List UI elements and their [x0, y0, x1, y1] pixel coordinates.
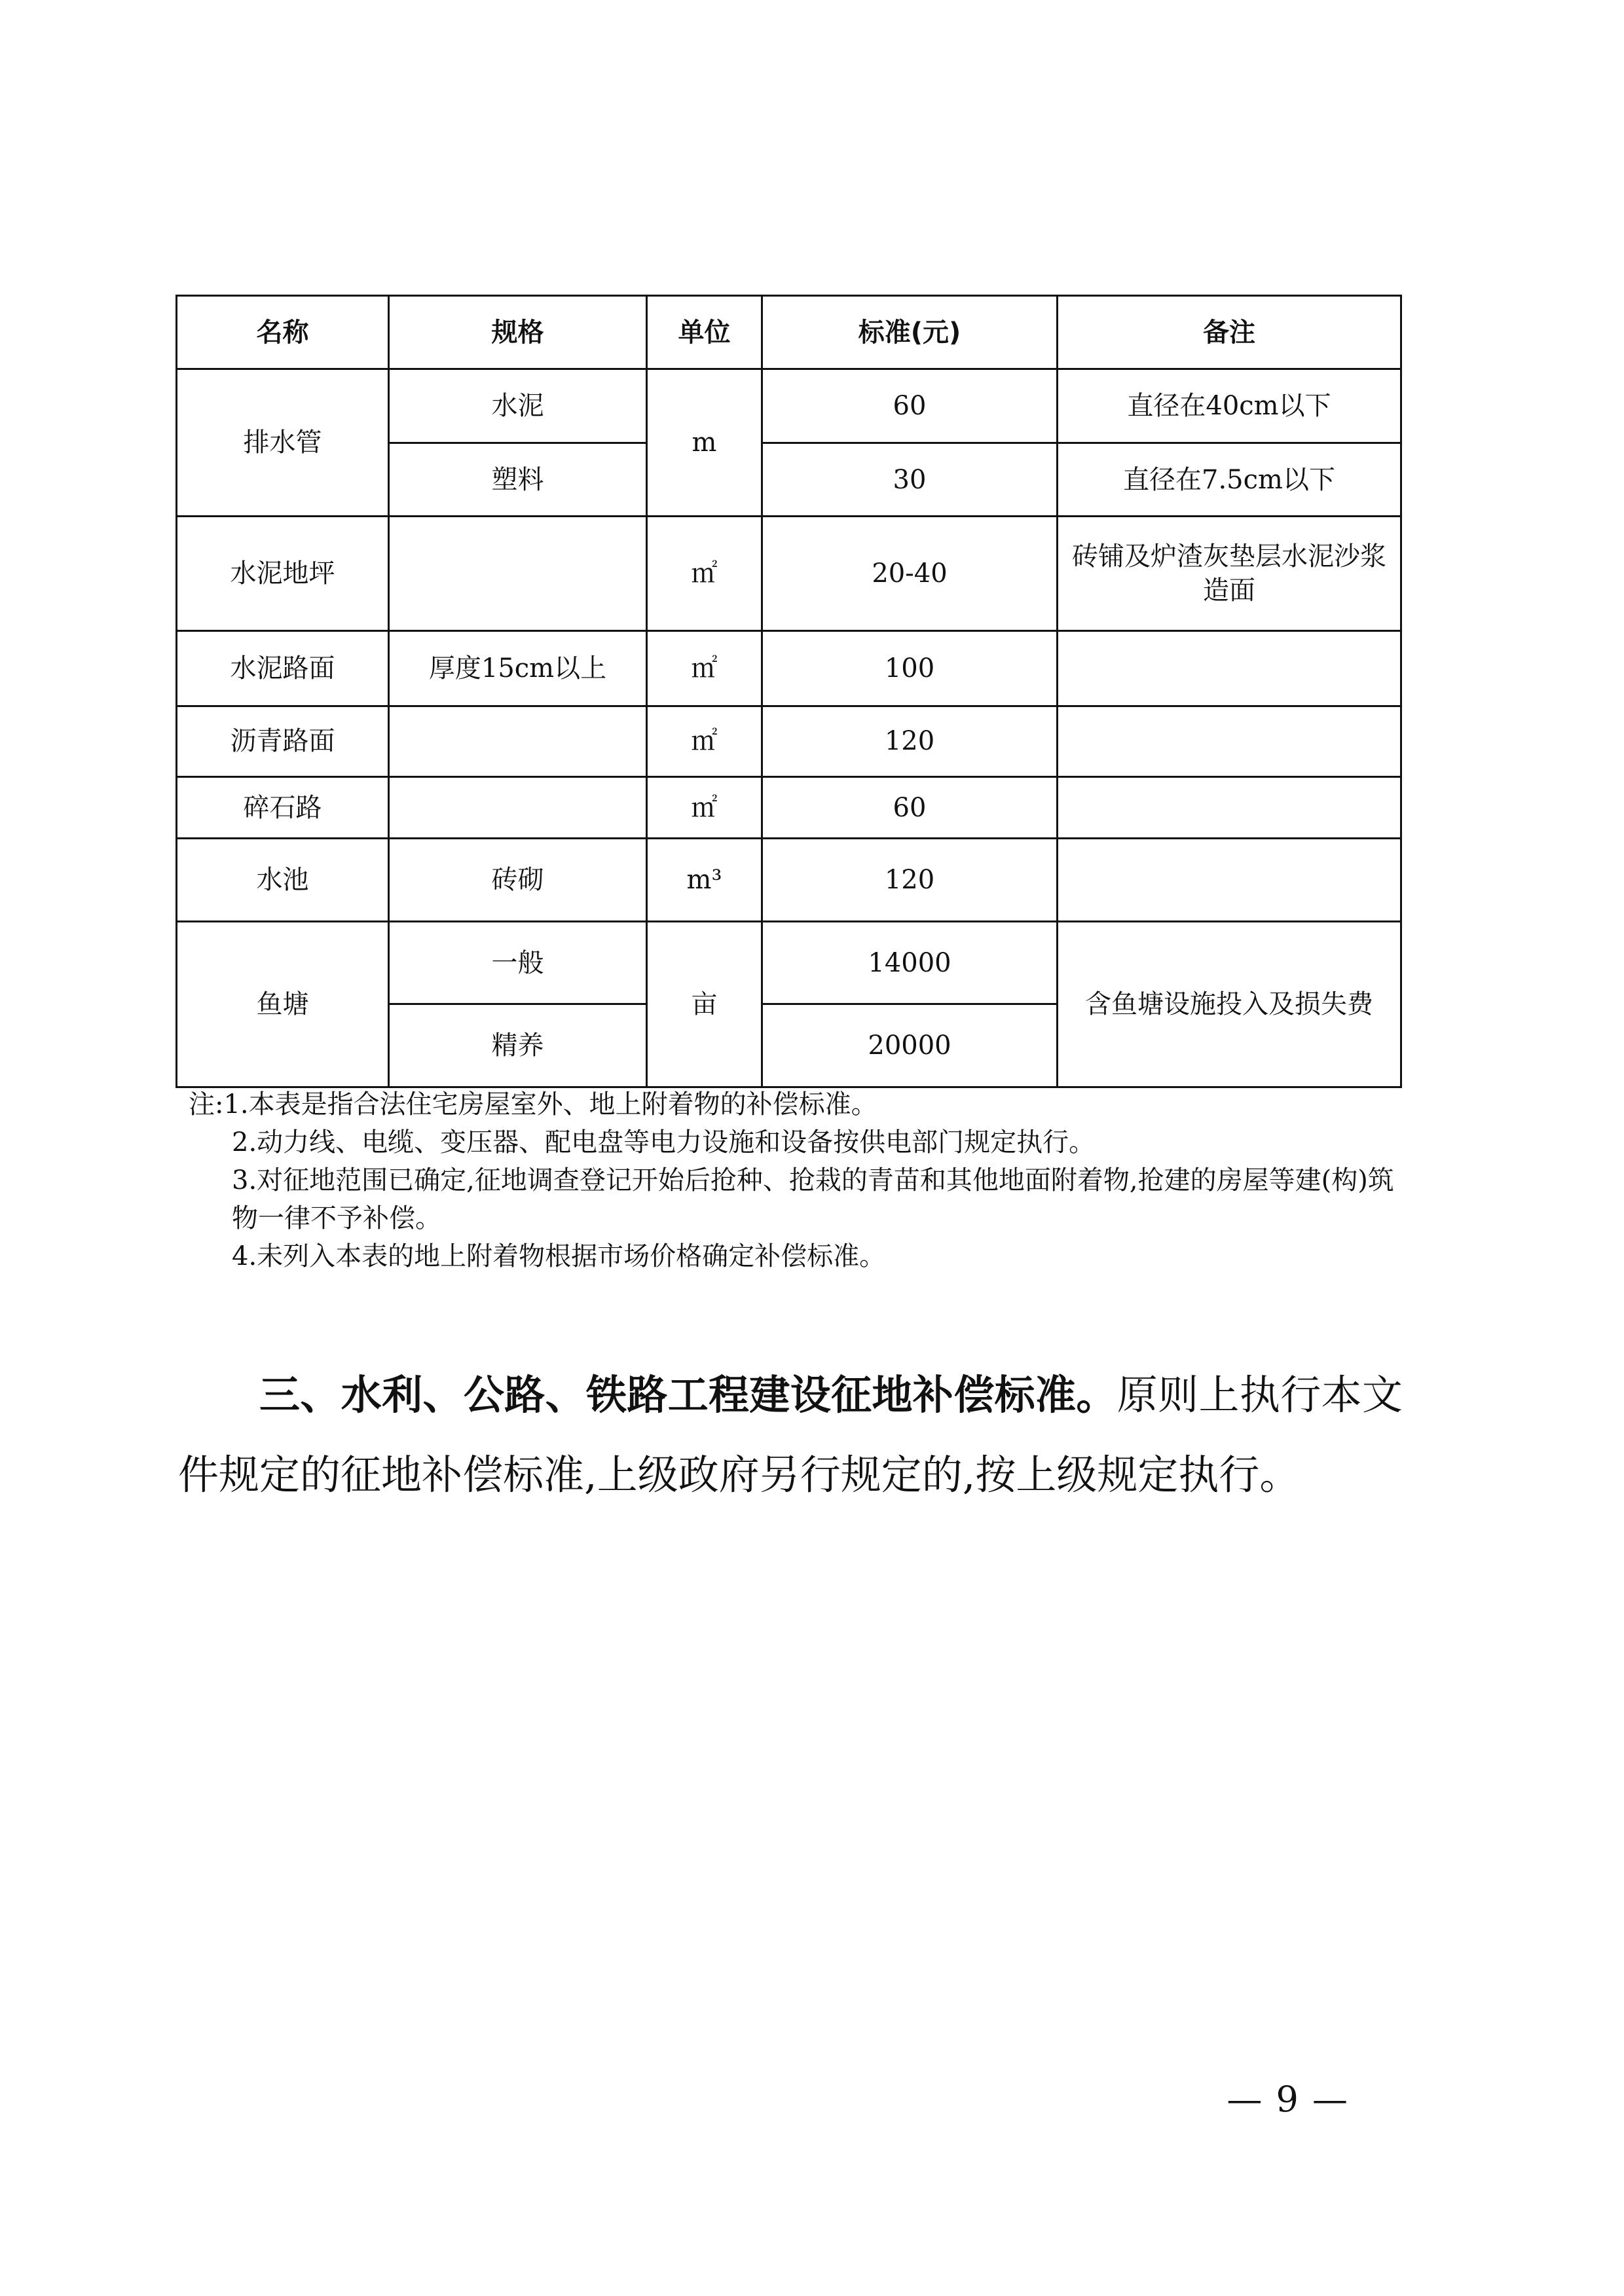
- header-name: 名称: [177, 296, 389, 369]
- cell-spec: [389, 517, 647, 631]
- cell-spec: [389, 776, 647, 838]
- compensation-table: [175, 295, 1402, 1088]
- cell-remark: 砖铺及炉渣灰垫层水泥沙浆造面: [1058, 517, 1401, 631]
- cell-unit: m³: [647, 839, 762, 922]
- cell-name: 沥青路面: [177, 706, 389, 776]
- cell-standard: 14000: [762, 921, 1058, 1004]
- note-2: 2.动力线、电缆、变压器、配电盘等电力设施和设备按供电部门规定执行。: [232, 1127, 1096, 1157]
- section-3: [178, 1355, 1403, 1515]
- cell-remark: [1058, 706, 1401, 776]
- header-unit: 单位: [647, 296, 762, 369]
- note-1: 注:1.本表是指合法住宅房屋室外、地上附着物的补偿标准。: [189, 1089, 877, 1120]
- cell-standard: 60: [762, 776, 1058, 838]
- cell-standard: 20-40: [762, 517, 1058, 631]
- cell-name: 水泥地坪: [177, 517, 389, 631]
- cell-spec: 水泥: [389, 369, 647, 443]
- cell-remark: 直径在40cm以下: [1058, 369, 1401, 443]
- cell-unit: ㎡: [647, 517, 762, 631]
- section-3-body: 原则上执行本文件规定的征地补偿标准,上级政府另行规定的,按上级规定执行。: [178, 1371, 1403, 1499]
- cell-name: 碎石路: [177, 776, 389, 838]
- table-row: [177, 706, 1401, 776]
- header-spec: 规格: [389, 296, 647, 369]
- table-row: [177, 839, 1401, 922]
- cell-remark: [1058, 839, 1401, 922]
- cell-standard: 120: [762, 839, 1058, 922]
- table-row: [177, 631, 1401, 706]
- cell-unit: ㎡: [647, 631, 762, 706]
- cell-name: 水泥路面: [177, 631, 389, 706]
- cell-spec: 精养: [389, 1004, 647, 1087]
- table-row: [177, 921, 1401, 1004]
- cell-spec: [389, 706, 647, 776]
- table-row: [177, 776, 1401, 838]
- section-3-heading: 三、水利、公路、铁路工程建设征地补偿标准。: [259, 1371, 1117, 1419]
- section-3-paragraph: [178, 1355, 1403, 1515]
- cell-name: 排水管: [177, 369, 389, 517]
- header-standard: 标准(元): [762, 296, 1058, 369]
- cell-standard: 20000: [762, 1004, 1058, 1087]
- table-notes: [189, 1085, 1407, 1275]
- cell-spec: 厚度15cm以上: [389, 631, 647, 706]
- cell-spec: 一般: [389, 921, 647, 1004]
- table-header-row: [177, 296, 1401, 369]
- cell-remark: 直径在7.5cm以下: [1058, 443, 1401, 516]
- note-4: 4.未列入本表的地上附着物根据市场价格确定补偿标准。: [232, 1241, 886, 1271]
- cell-remark: 含鱼塘设施投入及损失费: [1058, 921, 1401, 1087]
- cell-standard: 30: [762, 443, 1058, 516]
- cell-name: 鱼塘: [177, 921, 389, 1087]
- cell-standard: 60: [762, 369, 1058, 443]
- cell-remark: [1058, 776, 1401, 838]
- cell-unit: 亩: [647, 921, 762, 1087]
- cell-unit: ㎡: [647, 776, 762, 838]
- header-remark: 备注: [1058, 296, 1401, 369]
- page-number: — 9 —: [1227, 2079, 1349, 2120]
- table-row: [177, 517, 1401, 631]
- cell-unit: m: [647, 369, 762, 517]
- cell-standard: 120: [762, 706, 1058, 776]
- note-3: 3.对征地范围已确定,征地调查登记开始后抢种、抢栽的青苗和其他地面附着物,抢建的房屋等建(构)筑物一律不予补偿。: [232, 1165, 1394, 1233]
- cell-remark: [1058, 631, 1401, 706]
- cell-standard: 100: [762, 631, 1058, 706]
- cell-spec: 塑料: [389, 443, 647, 516]
- cell-spec: 砖砌: [389, 839, 647, 922]
- cell-unit: ㎡: [647, 706, 762, 776]
- cell-name: 水池: [177, 839, 389, 922]
- table-row: [177, 369, 1401, 443]
